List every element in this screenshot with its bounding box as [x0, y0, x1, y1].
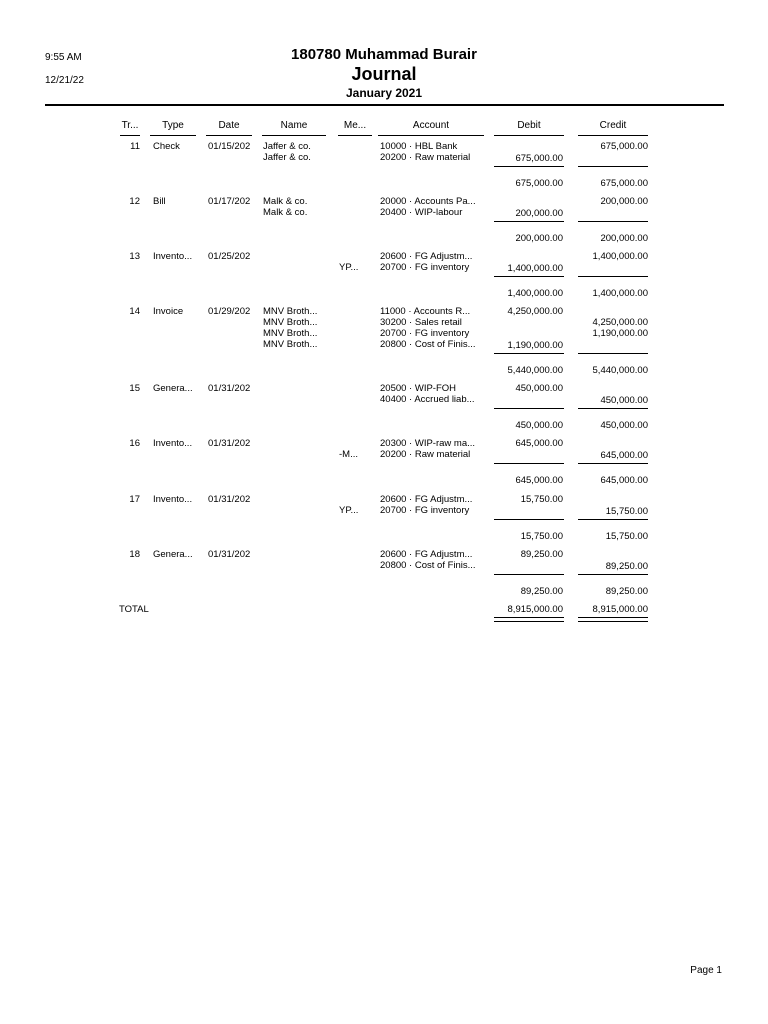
transaction-total-credit: 200,000.00 — [600, 233, 648, 244]
column-header-name: Name — [280, 120, 308, 131]
transaction-type: Bill — [153, 196, 166, 207]
report-period: January 2021 — [345, 86, 423, 100]
grand-total-credit: 8,915,000.00 — [592, 604, 648, 615]
line-name: MNV Broth... — [263, 306, 318, 317]
line-account: 20700 · FG inventory — [380, 505, 470, 516]
column-header-underline — [150, 135, 196, 136]
line-account: 20600 · FG Adjustm... — [380, 494, 473, 505]
line-debit: 450,000.00 — [515, 383, 563, 394]
subtotal-rule — [494, 519, 564, 520]
column-header-underline — [262, 135, 326, 136]
subtotal-rule — [578, 519, 648, 520]
line-account: 30200 · Sales retail — [380, 317, 462, 328]
transaction-type: Invoice — [153, 306, 184, 317]
line-account: 20400 · WIP-labour — [380, 207, 463, 218]
line-debit: 200,000.00 — [515, 208, 563, 219]
line-account: 20700 · FG inventory — [380, 328, 470, 339]
column-header-underline — [206, 135, 252, 136]
transaction-date: 01/31/202 — [208, 383, 251, 394]
line-account: 20700 · FG inventory — [380, 262, 470, 273]
transaction-date: 01/31/202 — [208, 494, 251, 505]
grand-total-label: TOTAL — [119, 604, 149, 615]
column-header-account: Account — [412, 120, 450, 131]
line-account: 20600 · FG Adjustm... — [380, 549, 473, 560]
transaction-number: 14 — [129, 306, 140, 317]
transaction-total-credit: 89,250.00 — [605, 586, 648, 597]
transaction-type: Genera... — [153, 549, 193, 560]
transaction-total-debit: 450,000.00 — [515, 420, 563, 431]
subtotal-rule — [494, 463, 564, 464]
column-header-underline — [338, 135, 372, 136]
transaction-date: 01/17/202 — [208, 196, 251, 207]
subtotal-rule — [494, 574, 564, 575]
report-date: 12/21/22 — [45, 75, 84, 86]
transaction-total-debit: 200,000.00 — [515, 233, 563, 244]
company-name: 180780 Muhammad Burair — [291, 46, 477, 63]
line-account: 11000 · Accounts R... — [380, 306, 471, 317]
subtotal-rule — [494, 408, 564, 409]
transaction-type: Invento... — [153, 251, 193, 262]
transaction-number: 16 — [129, 438, 140, 449]
transaction-number: 17 — [129, 494, 140, 505]
line-credit: 450,000.00 — [600, 395, 648, 406]
transaction-total-debit: 1,400,000.00 — [507, 288, 563, 299]
subtotal-rule — [494, 166, 564, 167]
line-debit: 15,750.00 — [520, 494, 563, 505]
line-memo: YP... — [339, 262, 359, 273]
transaction-total-debit: 675,000.00 — [515, 178, 563, 189]
subtotal-rule — [494, 353, 564, 354]
line-account: 20800 · Cost of Finis... — [380, 560, 476, 571]
transaction-total-credit: 450,000.00 — [600, 420, 648, 431]
transaction-date: 01/25/202 — [208, 251, 251, 262]
subtotal-rule — [494, 276, 564, 277]
transaction-total-credit: 675,000.00 — [600, 178, 648, 189]
line-credit: 675,000.00 — [600, 141, 648, 152]
line-name: Malk & co. — [263, 207, 308, 218]
transaction-total-debit: 89,250.00 — [520, 586, 563, 597]
subtotal-rule — [578, 408, 648, 409]
line-credit: 1,400,000.00 — [592, 251, 648, 262]
transaction-date: 01/31/202 — [208, 549, 251, 560]
transaction-total-debit: 645,000.00 — [515, 475, 563, 486]
column-header-underline — [578, 135, 648, 136]
line-account: 20600 · FG Adjustm... — [380, 251, 473, 262]
transaction-total-credit: 1,400,000.00 — [592, 288, 648, 299]
transaction-total-debit: 15,750.00 — [520, 531, 563, 542]
line-account: 40400 · Accrued liab... — [380, 394, 475, 405]
transaction-total-debit: 5,440,000.00 — [507, 365, 563, 376]
column-header-underline — [378, 135, 484, 136]
column-header-credit: Credit — [599, 120, 627, 131]
line-memo: YP... — [339, 505, 359, 516]
line-credit: 1,190,000.00 — [592, 328, 648, 339]
column-header-underline — [494, 135, 564, 136]
transaction-number: 18 — [129, 549, 140, 560]
column-header-memo: Me... — [343, 120, 367, 131]
subtotal-rule — [578, 574, 648, 575]
subtotal-rule — [578, 353, 648, 354]
line-credit: 89,250.00 — [605, 561, 648, 572]
transaction-date: 01/29/202 — [208, 306, 251, 317]
column-header-type: Type — [162, 120, 184, 131]
line-debit: 645,000.00 — [515, 438, 563, 449]
line-account: 20000 · Accounts Pa... — [380, 196, 476, 207]
line-debit: 675,000.00 — [515, 153, 563, 164]
column-header-date: Date — [218, 120, 240, 131]
subtotal-rule — [578, 166, 648, 167]
line-debit: 89,250.00 — [520, 549, 563, 560]
line-name: Malk & co. — [263, 196, 308, 207]
subtotal-rule — [578, 276, 648, 277]
column-header-underline — [120, 135, 140, 136]
transaction-total-credit: 5,440,000.00 — [592, 365, 648, 376]
subtotal-rule — [578, 463, 648, 464]
line-memo: -M... — [339, 449, 358, 460]
transaction-type: Check — [153, 141, 180, 152]
transaction-type: Genera... — [153, 383, 193, 394]
transaction-total-credit: 15,750.00 — [605, 531, 648, 542]
transaction-type: Invento... — [153, 438, 193, 449]
column-header-debit: Debit — [517, 120, 541, 131]
line-account: 20200 · Raw material — [380, 449, 471, 460]
transaction-number: 12 — [129, 196, 140, 207]
header-rule — [45, 104, 724, 106]
transaction-total-credit: 645,000.00 — [600, 475, 648, 486]
report-time: 9:55 AM — [45, 52, 82, 63]
grand-total-double-rule — [494, 617, 564, 622]
grand-total-double-rule — [578, 617, 648, 622]
line-debit: 1,400,000.00 — [507, 263, 563, 274]
line-credit: 15,750.00 — [605, 506, 648, 517]
subtotal-rule — [494, 221, 564, 222]
transaction-number: 13 — [129, 251, 140, 262]
line-debit: 4,250,000.00 — [507, 306, 563, 317]
line-account: 20500 · WIP-FOH — [380, 383, 457, 394]
line-account: 20200 · Raw material — [380, 152, 471, 163]
transaction-number: 15 — [129, 383, 140, 394]
transaction-type: Invento... — [153, 494, 193, 505]
line-name: MNV Broth... — [263, 317, 318, 328]
line-account: 10000 · HBL Bank — [380, 141, 458, 152]
report-title: Journal — [351, 64, 417, 84]
transaction-date: 01/31/202 — [208, 438, 251, 449]
line-account: 20300 · WIP-raw ma... — [380, 438, 476, 449]
line-account: 20800 · Cost of Finis... — [380, 339, 476, 350]
line-name: Jaffer & co. — [263, 152, 311, 163]
column-header-trans: Tr... — [121, 120, 139, 131]
transaction-date: 01/15/202 — [208, 141, 251, 152]
line-debit: 1,190,000.00 — [507, 340, 563, 351]
transaction-number: 11 — [130, 141, 140, 152]
line-name: MNV Broth... — [263, 339, 318, 350]
line-credit: 645,000.00 — [600, 450, 648, 461]
line-credit: 200,000.00 — [600, 196, 648, 207]
grand-total-debit: 8,915,000.00 — [507, 604, 563, 615]
line-name: MNV Broth... — [263, 328, 318, 339]
line-credit: 4,250,000.00 — [592, 317, 648, 328]
line-name: Jaffer & co. — [263, 141, 311, 152]
subtotal-rule — [578, 221, 648, 222]
page-number: Page 1 — [690, 965, 722, 976]
